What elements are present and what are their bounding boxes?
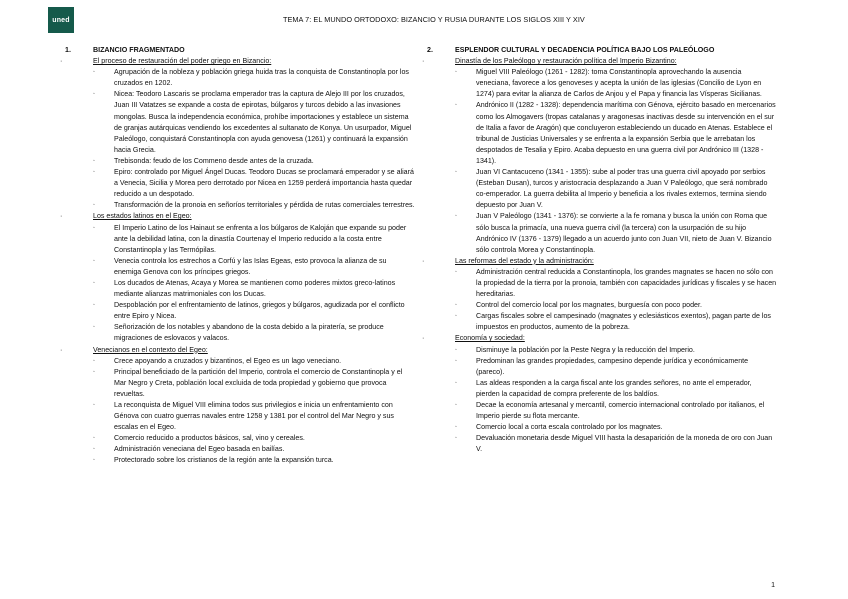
- list-item: ◦ Venecia controla los estrechos a Corfú y las Islas Egeas, esto provoca la alianza de su enemiga Genova con los príncipes griegos.: [65, 256, 415, 278]
- list-item: ◦ Juan V Paleólogo (1341 - 1376): se convierte a la fe romana y busca la unión con Roma que sólo busca la primacía, una nueva guerra civil (la tercera) con la usurpación de su hijo Andrónico IV (1376 - 1379) llegado a un acuerdo junto con Juan VII, nieto de Juan V. Bizancio sólo controla Morea y Constantinopla.: [427, 211, 777, 255]
- logo-text: uned: [52, 16, 70, 24]
- section-number: 1.: [65, 46, 71, 54]
- list-item: ◦ Devaluación monetaria desde Miguel VIII hasta la desaparición de la moneda de oro con Juan V.: [427, 433, 777, 455]
- section-heading: [427, 45, 777, 56]
- list-item: ◦ Comercio reducido a productos básicos, sal, vino y cereales.: [65, 433, 415, 444]
- list-item: ◦ Andrónico II (1282 - 1328): dependencia marítima con Génova, ejército basado en mercenarios como los Almogavers (tropas catalanas y aragonesas inactivas desde su intervención en el sur de Italia a favor de Aragón) que concluyeron estableciendo un ducado en Atenas. Establece el tribunal de Justicias Universales y se enfrenta a la expansión Serbia que le arrebatan los despotados de Tesalia y Epiro. Acaba depuesto en una guerra civil por Andrónico III (1328 - 1341).: [427, 100, 777, 167]
- section-number: 2.: [427, 46, 433, 54]
- list-item: ◦ Principal beneficiado de la partición del Imperio, controla el comercio de Constantinopla y el Mar Negro y Creta, población local excluida de toda propiedad y gobierno que provoca revueltas.: [65, 367, 415, 400]
- list-item: ◦ Cargas fiscales sobre el campesinado (magnates y eclesiásticos exentos), pagan parte de los impuestos en productos, aumento de la pobreza.: [427, 311, 777, 333]
- header-title: TEMA 7: EL MUNDO ORTODOXO: BIZANCIO Y RUSIA DURANTE LOS SIGLOS XIII Y XIV: [283, 15, 585, 24]
- list-item: ◦ Las aldeas responden a la carga fiscal ante los grandes señores, no ante el emperador, pierden la capacidad de compra preferente de los baldíos.: [427, 378, 777, 400]
- list-item: ◦ La reconquista de Miguel VIII elimina todos sus privilegios e inicia un enfrentamiento con Génova con cuatro guerras navales entre 1258 y 1381 por el control del Mar Negro y sus escalas en el Egeo.: [65, 400, 415, 433]
- list-item: ◦ Trebisonda: feudo de los Commeno desde antes de la cruzada.: [65, 156, 415, 167]
- list-item: ◦ Juan VI Cantacuceno (1341 - 1355): sube al poder tras una guerra civil apoyado por serbios (Esteban Dusan), turcos y aristocracia desplazando a Juan V Paleólogo, que será nombrado co-emperador. La guerra debilita al Imperio y beneficia a los rivales externos, termina siendo depuesto por Juan V.: [427, 167, 777, 211]
- uned-logo: [48, 7, 74, 33]
- list-item: ◦ Comercio local a corta escala controlado por los magnates.: [427, 422, 777, 433]
- list-item: ◦ Predominan las grandes propiedades, campesino depende jurídica y económicamente (pareco).: [427, 356, 777, 378]
- section-title: ESPLENDOR CULTURAL Y DECADENCIA POLÍTICA BAJO LOS PALEÓLOGO: [455, 46, 715, 54]
- subsection-heading: · Venecianos en el contexto del Egeo:: [65, 345, 415, 356]
- list-item: ◦ Administración veneciana del Egeo basada en bailías.: [65, 444, 415, 455]
- list-item: ◦ Los ducados de Atenas, Acaya y Morea se mantienen como poderes mixtos greco-latinos mediante alianzas matrimoniales con los Ducas.: [65, 278, 415, 300]
- list-item: ◦ Señorización de los notables y abandono de la costa debido a la piratería, se produce migraciones de eslovacos y valacos.: [65, 322, 415, 344]
- list-item: ◦ Protectorado sobre los cristianos de la región ante la expansión turca.: [65, 455, 415, 466]
- section-title: BIZANCIO FRAGMENTADO: [93, 46, 185, 54]
- subsection-heading: · Los estados latinos en el Egeo:: [65, 211, 415, 222]
- list-item: ◦ Control del comercio local por los magnates, burguesía con poco poder.: [427, 300, 777, 311]
- list-item: ◦ Nicea: Teodoro Lascaris se proclama emperador tras la captura de Alejo III por los cruzados, Juan III Vatatzes se expande a costa de epirotas, búlgaros y turcos debido a las invasiones mongolas. Busca la independencia económica, prohíbe importaciones y establece un sistema de granjas autárquicas vendiendo los excedentes al sultanato de Konya. Un usurpador, Miguel Paleólogo, conquistará Constantinopla con ayuda genovesa (1261) y continuará la expansión hacia Grecia.: [65, 89, 415, 156]
- list-item: ◦ Administración central reducida a Constantinopla, los grandes magnates se hacen no sólo con la propiedad de la tierra por la pronoia, también con capacidades jurídicas y fiscales y se hacen hereditarias.: [427, 267, 777, 300]
- list-item: ◦ Crece apoyando a cruzados y bizantinos, el Egeo es un lago veneciano.: [65, 356, 415, 367]
- section-heading: [65, 45, 415, 56]
- list-item: ◦ Despoblación por el enfrentamiento de latinos, griegos y búlgaros, agudizada por el conflicto entre Epiro y Nicea.: [65, 300, 415, 322]
- page-number: 1: [771, 582, 775, 589]
- list-item: ◦ Transformación de la pronoia en señoríos territoriales y pérdida de rutas comerciales terrestres.: [65, 200, 415, 211]
- list-item: ◦ Disminuye la población por la Peste Negra y la reducción del Imperio.: [427, 345, 777, 356]
- subsection-heading: · Dinastía de los Paleólogo y restauración política del Imperio Bizantino:: [427, 56, 777, 67]
- subsection-heading: · Economía y sociedad:: [427, 333, 777, 344]
- list-item: ◦ Epiro: controlado por Miguel Ángel Ducas. Teodoro Ducas se proclamará emperador y se aliará a Venecia, Sicilia y Morea pero derrotado por Nicea en 1259 perderá importancia hasta quedar reducido a un despotado.: [65, 167, 415, 200]
- list-item: ◦ Miguel VIII Paleólogo (1261 - 1282): toma Constantinopla aprovechando la ausencia veneciana, favorece a los genoveses y acepta la unión de las iglesias (Concilio de Lyon en 1274) para evitar la alianza de Carlos de Anjou y el Papa y financia las Vísperas Sicilianas.: [427, 67, 777, 100]
- list-item: ◦ Agrupación de la nobleza y población griega huida tras la conquista de Constantinopla por los cruzados en 1202.: [65, 67, 415, 89]
- right-column: [427, 45, 777, 455]
- subsection-heading: · Las reformas del estado y la administración:: [427, 256, 777, 267]
- left-column: [65, 45, 415, 467]
- list-item: ◦ El Imperio Latino de los Hainaut se enfrenta a los búlgaros de Kaloján que expande su poder ante la debilidad latina, con la dinastía Courtenay el Imperio reducido a la costa entre Constantinopla y las Termópilas.: [65, 223, 415, 256]
- subsection-heading: · El proceso de restauración del poder griego en Bizancio:: [65, 56, 415, 67]
- list-item: ◦ Decae la economía artesanal y mercantil, comercio internacional controlado por italianos, el Imperio pierde su flota mercante.: [427, 400, 777, 422]
